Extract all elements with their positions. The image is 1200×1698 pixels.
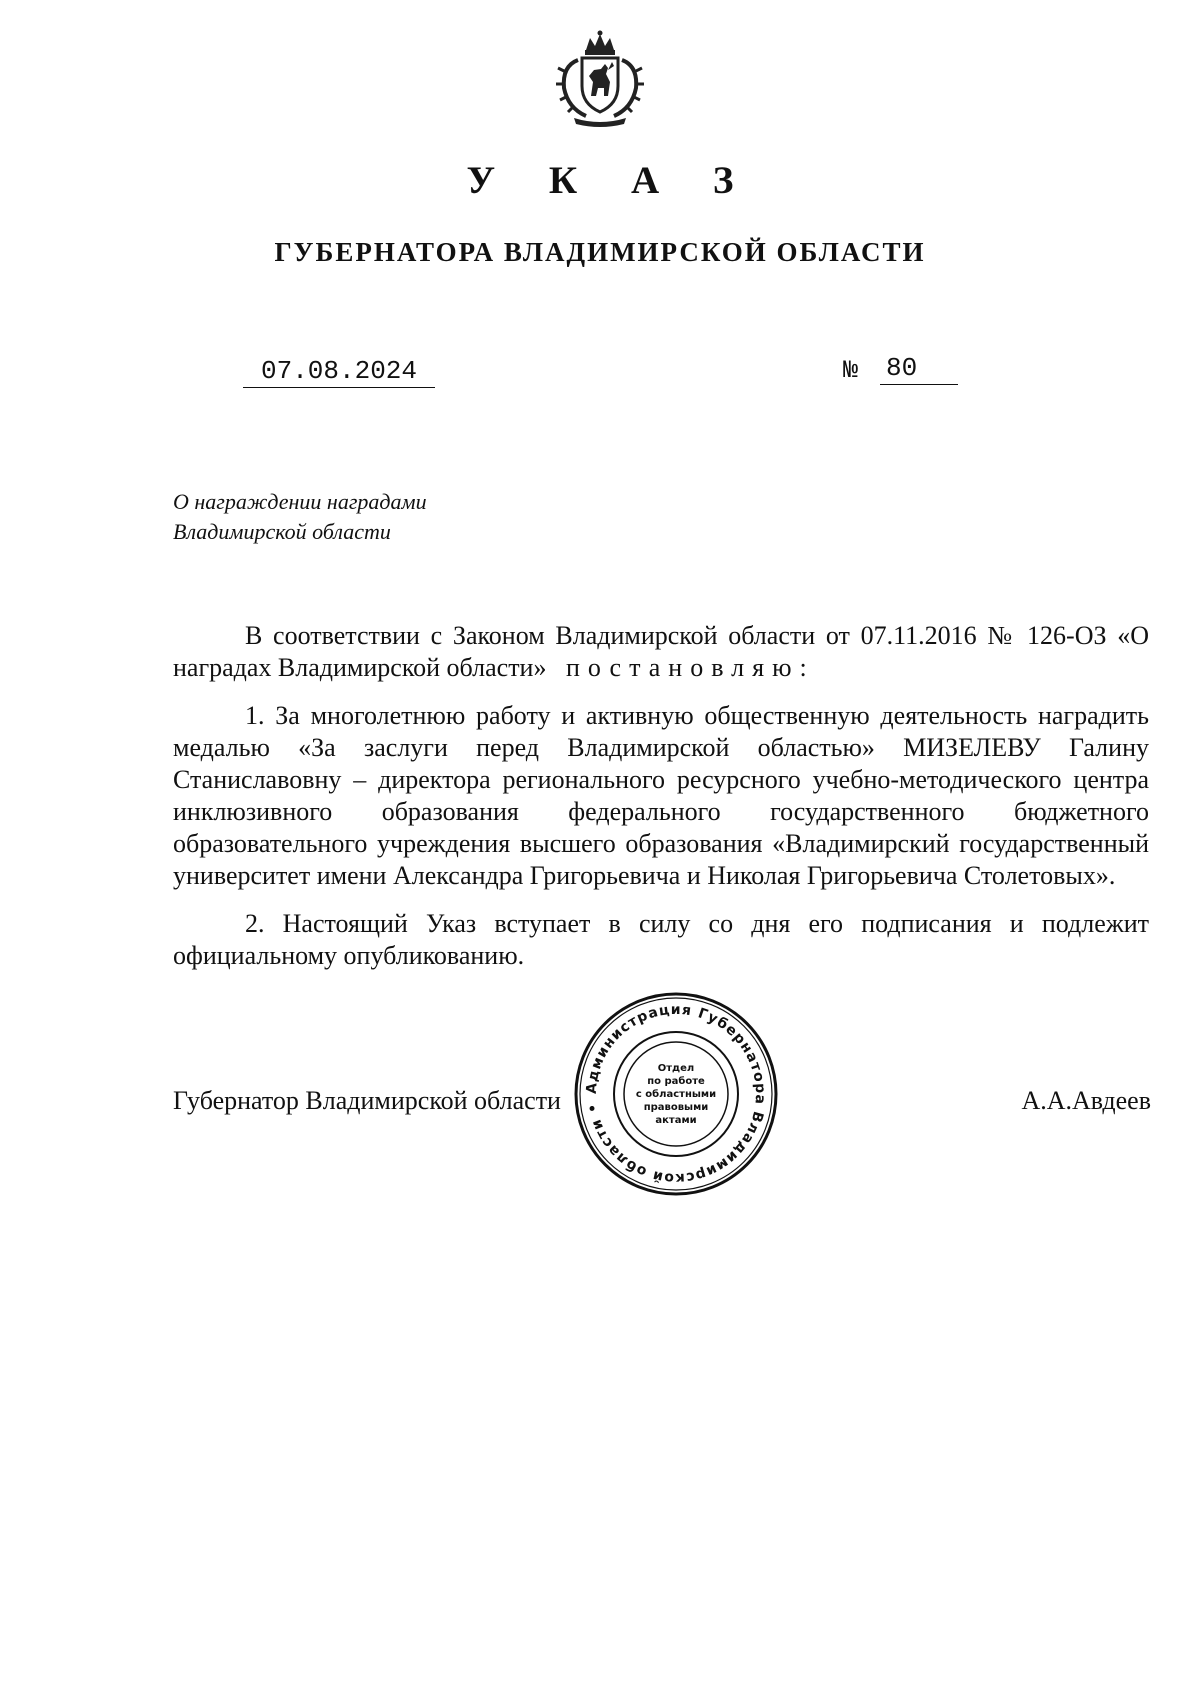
document-date: 07.08.2024 (243, 355, 435, 388)
subject-line: О награждении наградами (173, 489, 427, 514)
seal-center-line: Отдел (657, 1062, 695, 1074)
signer-name: А.А.Авдеев (1021, 1086, 1151, 1115)
document-subject (173, 487, 427, 547)
document-subtitle: ГУБЕРНАТОРА ВЛАДИМИРСКОЙ ОБЛАСТИ (274, 237, 926, 267)
seal-center (626, 1044, 726, 1144)
seal-ring-text: Администрация Губернатора Владимирской области • (583, 1001, 769, 1187)
seal-center-line: правовыми (643, 1101, 709, 1113)
document-body (173, 620, 1149, 988)
official-seal (572, 990, 780, 1198)
seal-center-line: с областными (635, 1088, 717, 1100)
signer-position: Губернатор Владимирской области (173, 1086, 561, 1115)
preamble-text: В соответствии с Законом Владимирской области от 07.11.2016 № 126-ОЗ «О наградах Владимирской области» (173, 621, 1149, 682)
preamble-paragraph (173, 620, 1149, 684)
preamble-decision: постановляю: (565, 653, 815, 682)
number-sign: № (843, 356, 859, 385)
coat-of-arms-icon (548, 30, 652, 128)
subject-line: Владимирской области (173, 519, 391, 544)
item-paragraph: 2. Настоящий Указ вступает в силу со дня его подписания и подлежит официальному опубликованию. (173, 909, 1149, 970)
seal-center-line: по работе (647, 1075, 705, 1087)
document-number: 80 (880, 352, 958, 385)
seal-center-line: актами (655, 1114, 697, 1126)
document-title: У К А З (466, 159, 756, 202)
item-paragraph: 1. За многолетнюю работу и активную общественную деятельность наградить медалью «За заслуги перед Владимирской областью» МИЗЕЛЕВУ Галину Станиславовну – директора регионального ресурсного учебно-методического центра инклюзивного образования федерального государственного бюджетного образовательного учреждения высшего образования «Владимирский государственный университет имени Александра Григорьевича и Николая Григорьевича Столетовых». (173, 701, 1149, 890)
